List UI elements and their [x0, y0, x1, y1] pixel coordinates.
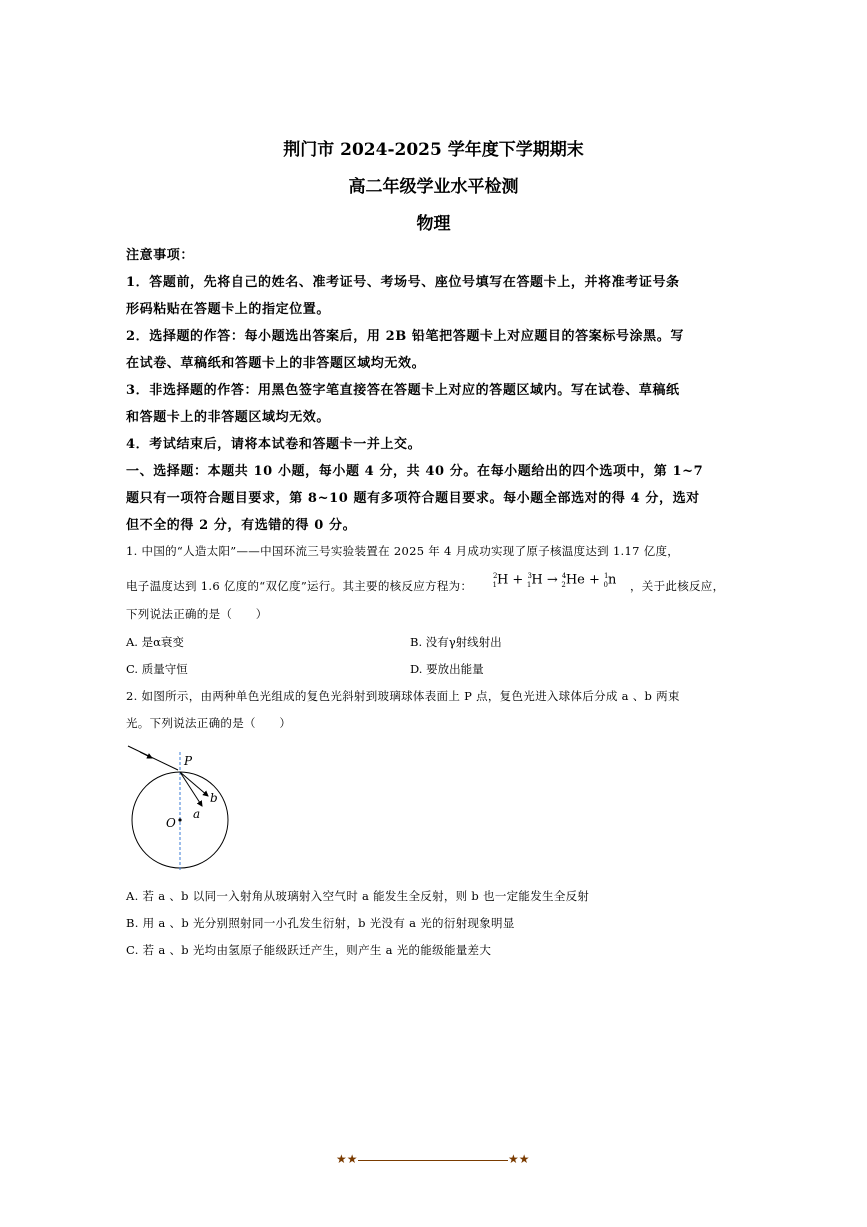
notice-item-1a: 1．答题前，先将自己的姓名、准考证号、考场号、座位号填写在答题卡上，并将准考证号条 — [126, 275, 680, 290]
label-a: a — [193, 807, 201, 821]
nuclear-equation: $^2_1$H + $^3_1$H → $^4_2$He + $^1_0$n — [492, 572, 617, 589]
q1-stem-line3: 下列说法正确的是（ ） — [126, 607, 268, 621]
q1-stem-line2a: 电子温度达到 1.6 亿度的“双亿度”运行。其主要的核反应方程为： — [126, 579, 473, 593]
center-point — [178, 818, 181, 821]
notice-item-3b: 和答题卡上的非答题区域均无效。 — [126, 410, 331, 425]
footer-rule — [358, 1160, 508, 1161]
q1-stem-line2b: ，关于此核反应， — [630, 579, 725, 593]
glass-sphere-figure — [120, 740, 250, 875]
footer-stars-right: ★★ — [508, 1152, 530, 1166]
q1-option-b: B. 没有γ射线射出 — [410, 635, 502, 649]
q2-stem-line1: 2. 如图所示，由两种单色光组成的复色光斜射到玻璃球体表面上 P 点，复色光进入球体后分成 a 、b 两束 — [126, 689, 680, 703]
incident-arrow — [140, 752, 152, 758]
ray-b — [180, 772, 208, 796]
q2-option-a: A. 若 a 、b 以同一入射角从玻璃射入空气时 a 能发生全反射，则 b 也一定能发生全反射 — [126, 889, 590, 903]
section1-line3: 但不全的得 2 分，有选错的得 0 分。 — [126, 518, 357, 533]
ray-a — [180, 772, 202, 806]
label-p: P — [184, 754, 193, 768]
notice-item-1b: 形码粘贴在答题卡上的指定位置。 — [126, 302, 331, 317]
q1-stem-line1: 1. 中国的“人造太阳”——中国环流三号实验装置在 2025 年 4 月成功实现了原子核温度达到 1.17 亿度， — [126, 544, 680, 558]
q1-option-d: D. 要放出能量 — [410, 662, 484, 676]
q2-stem-line2: 光。下列说法正确的是（ ） — [126, 716, 292, 730]
label-b: b — [210, 791, 218, 805]
notice-item-3a: 3．非选择题的作答：用黑色签字笔直接答在答题卡上对应的答题区域内。写在试卷、草稿纸 — [126, 383, 680, 398]
q2-option-c: C. 若 a 、b 光均由氢原子能级跃迁产生，则产生 a 光的能级能量差大 — [126, 943, 492, 957]
section1-line1: 一、选择题：本题共 10 小题，每小题 4 分，共 40 分。在每小题给出的四个选项中，第 1~7 — [126, 464, 704, 479]
incident-ray — [128, 746, 178, 770]
q2-option-b: B. 用 a 、b 光分别照射同一小孔发生衍射，b 光没有 a 光的衍射现象明显 — [126, 916, 515, 930]
exam-title: 荆门市 2024-2025 学年度下学期期末 — [283, 140, 584, 160]
exam-subtitle: 高二年级学业水平检测 — [348, 177, 519, 197]
notice-heading: 注意事项： — [126, 248, 195, 263]
q1-option-a: A. 是α衰变 — [126, 635, 184, 649]
notice-item-4: 4．考试结束后，请将本试卷和答题卡一并上交。 — [126, 437, 422, 452]
notice-item-2a: 2．选择题的作答：每小题选出答案后，用 2B 铅笔把答题卡上对应题目的答案标号涂黑。写 — [126, 329, 684, 344]
page-footer — [336, 1152, 536, 1168]
section1-line2: 题只有一项符合题目要求，第 8~10 题有多项符合题目要求。每小题全部选对的得 4 分，选对 — [126, 491, 700, 506]
notice-item-2b: 在试卷、草稿纸和答题卡上的非答题区域均无效。 — [126, 356, 426, 371]
subject-title: 物理 — [416, 214, 451, 234]
footer-stars-left: ★★ — [336, 1152, 358, 1166]
label-o: O — [166, 816, 176, 830]
q1-option-c: C. 质量守恒 — [126, 662, 188, 676]
